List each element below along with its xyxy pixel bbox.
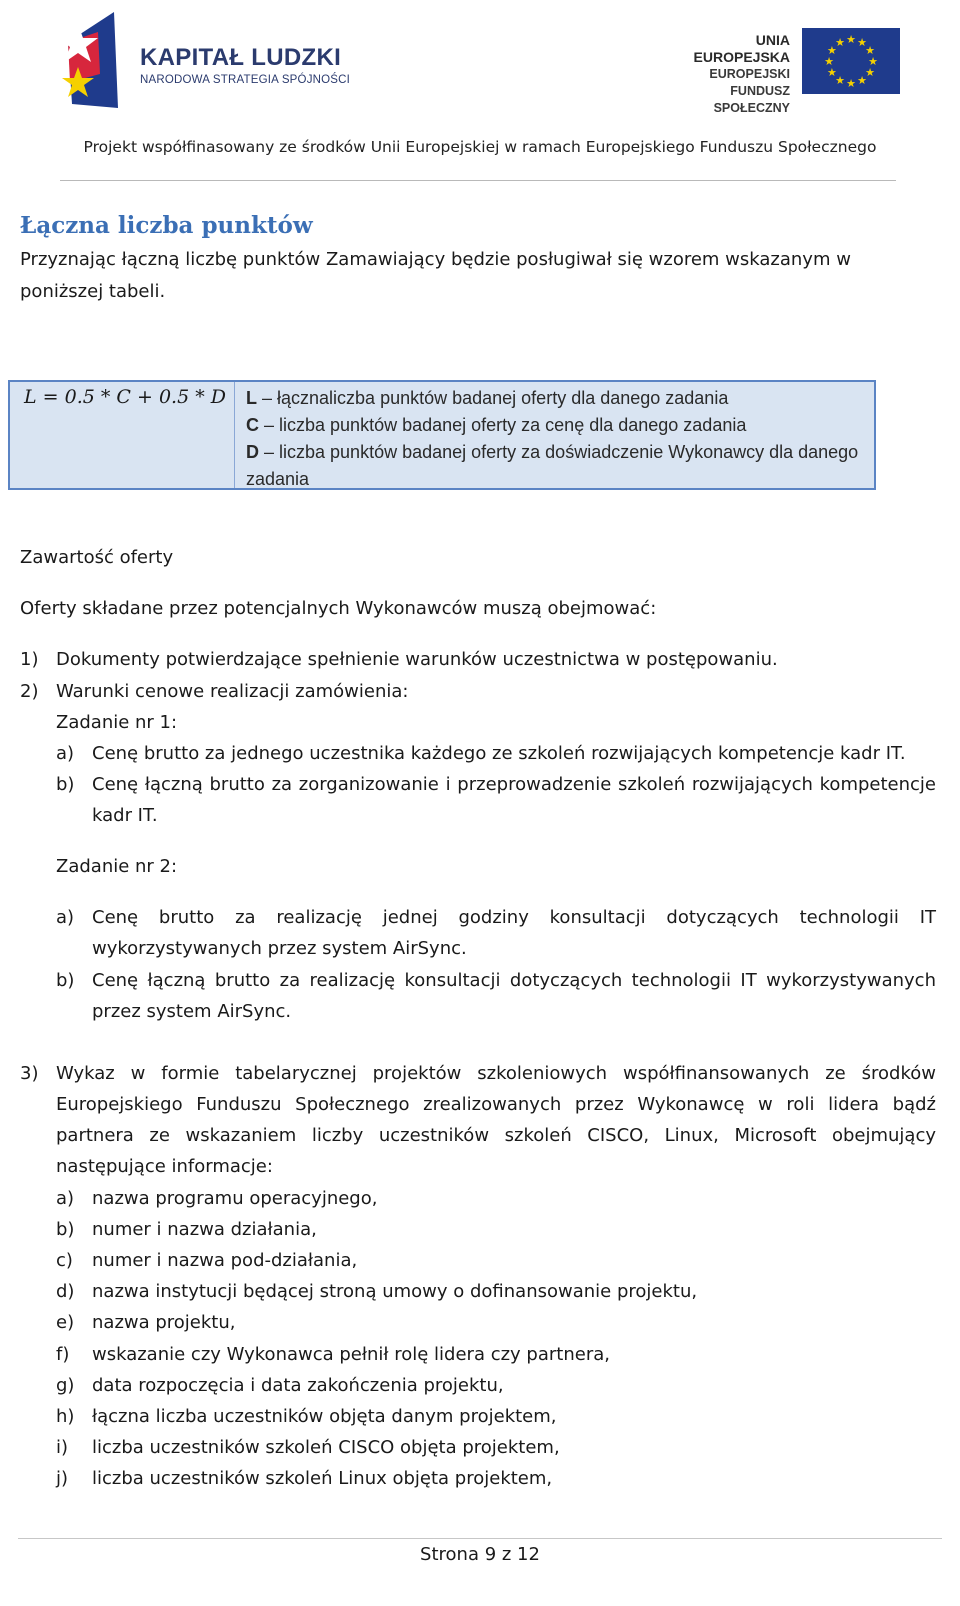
sub-item-text: liczba uczestników szkoleń Linux objęta projektem, [92, 1468, 553, 1489]
header-divider [60, 180, 896, 181]
kapital-ludzki-logo [58, 12, 358, 112]
definition-d: D – liczba punktów badanej oferty za doświadczenie Wykonawcy dla danego zadania [246, 442, 859, 489]
sub-item-letter: a) [56, 1188, 75, 1209]
eu-star-icon: ★ [865, 44, 875, 57]
eu-star-icon: ★ [865, 66, 875, 79]
sub-item-text: wskazanie czy Wykonawca pełnił rolę lidera czy partnera, [92, 1344, 610, 1365]
eu-star-icon: ★ [846, 77, 856, 90]
task-2-label: Zadanie nr 2: [56, 856, 178, 877]
item-1-text: Dokumenty potwierdzające spełnienie warunków uczestnictwa w postępowaniu. [56, 649, 778, 670]
formula-divider [234, 382, 235, 488]
formula-table [8, 380, 876, 490]
item-3-text: Wykaz w formie tabelarycznej projektów szkoleniowych współfinansowanych ze środków Europejskiego Funduszu Społecznego zrealizowanych przez Wykonawcę w roli lidera bądź partnera ze wskazaniem liczby uczestników szkoleń CISCO, Linux, Microsoft obejmujący następujące informacje: [56, 1063, 936, 1177]
kapital-ludzki-title: KAPITAŁ LUDZKI [140, 44, 342, 71]
definition-l: L – łącznaliczba punktów badanej oferty dla danego zadania [246, 388, 729, 408]
sub-item-text: łączna liczba uczestników objęta danym projektem, [92, 1406, 557, 1427]
task-1-a-letter: a) [56, 743, 75, 764]
sub-item-letter: d) [56, 1281, 75, 1302]
sub-item-letter: j) [56, 1468, 69, 1489]
definition-c: C – liczba punktów badanej oferty za cenę dla danego zadania [246, 415, 747, 435]
page-number: Strona 9 z 12 [420, 1544, 540, 1565]
eu-star-icon: ★ [827, 66, 837, 79]
sub-item-text: numer i nazwa pod-działania, [92, 1250, 358, 1271]
section-title: Łączna liczba punktów [20, 212, 313, 239]
kapital-ludzki-subtitle: NARODOWA STRATEGIA SPÓJNOŚCI [140, 74, 351, 86]
item-3-number: 3) [20, 1063, 39, 1084]
sub-item-text: nazwa projektu, [92, 1312, 236, 1333]
eu-star-icon: ★ [846, 33, 856, 46]
item-2-text: Warunki cenowe realizacji zamówienia: [56, 681, 409, 702]
formula-definitions [246, 385, 868, 493]
task-1-b-letter: b) [56, 774, 75, 795]
task-2-b-text: Cenę łączną brutto za realizację konsultacji dotyczących technologii IT wykorzystywanych przez system AirSync. [92, 970, 936, 1022]
sub-item-letter: i) [56, 1437, 69, 1458]
task-2-a-text: Cenę brutto za realizację jednej godziny konsultacji dotyczących technologii IT wykorzystywanych przez system AirSync. [92, 907, 936, 959]
sub-item-letter: b) [56, 1219, 75, 1240]
eu-star-icon: ★ [835, 35, 845, 49]
sub-item-letter: h) [56, 1406, 75, 1427]
offer-content-heading: Zawartość oferty [20, 547, 174, 568]
eu-star-icon: ★ [857, 74, 867, 88]
item-2-number: 2) [20, 681, 39, 702]
eu-star-icon: ★ [857, 35, 867, 49]
sub-item-text: numer i nazwa działania, [92, 1219, 317, 1240]
eu-star-icon: ★ [868, 55, 878, 68]
sub-item-text: liczba uczestników szkoleń CISCO objęta projektem, [92, 1437, 560, 1458]
eu-star-icon: ★ [824, 55, 834, 68]
offer-content-intro: Oferty składane przez potencjalnych Wykonawców muszą obejmować: [20, 598, 657, 619]
sub-item-text: nazwa programu operacyjnego, [92, 1188, 378, 1209]
eu-star-icon: ★ [827, 44, 837, 57]
formula-expression: L = 0.5 * C + 0.5 * D [24, 386, 226, 408]
eu-line-2: EUROPEJSKI [709, 67, 790, 81]
project-cofinancing-line: Projekt współfinasowany ze środków Unii Europejskiej w ramach Europejskiego Funduszu Społecznego [83, 138, 877, 156]
sub-item-letter: g) [56, 1375, 75, 1396]
task-1-b-text: Cenę łączną brutto za zorganizowanie i przeprowadzenie szkoleń rozwijających kompetencje kadr IT. [92, 774, 936, 826]
task-1-label: Zadanie nr 1: [56, 712, 178, 733]
task-2-b-letter: b) [56, 970, 75, 991]
eu-line-3: FUNDUSZ SPOŁECZNY [713, 84, 790, 115]
eu-star-icon: ★ [835, 74, 845, 88]
task-1-a-text: Cenę brutto za jednego uczestnika każdego ze szkoleń rozwijających kompetencje kadr IT. [92, 743, 906, 764]
sub-item-text: data rozpoczęcia i data zakończenia projektu, [92, 1375, 504, 1396]
eu-flag-icon [802, 28, 900, 94]
sub-item-letter: c) [56, 1250, 73, 1271]
task-2-a-letter: a) [56, 907, 75, 928]
section-intro: Przyznając łączną liczbę punktów Zamawiający będzie posługiwał się wzorem wskazanym w poniższej tabeli. [20, 249, 851, 302]
kapital-ludzki-emblem-icon [58, 12, 138, 112]
eu-line-1: UNIA EUROPEJSKA [693, 32, 790, 65]
sub-item-letter: f) [56, 1344, 70, 1365]
item-1-number: 1) [20, 649, 39, 670]
sub-item-text: nazwa instytucji będącej stroną umowy o dofinansowanie projektu, [92, 1281, 698, 1302]
footer-divider [18, 1538, 942, 1539]
eu-logo [660, 28, 900, 115]
sub-item-letter: e) [56, 1312, 75, 1333]
